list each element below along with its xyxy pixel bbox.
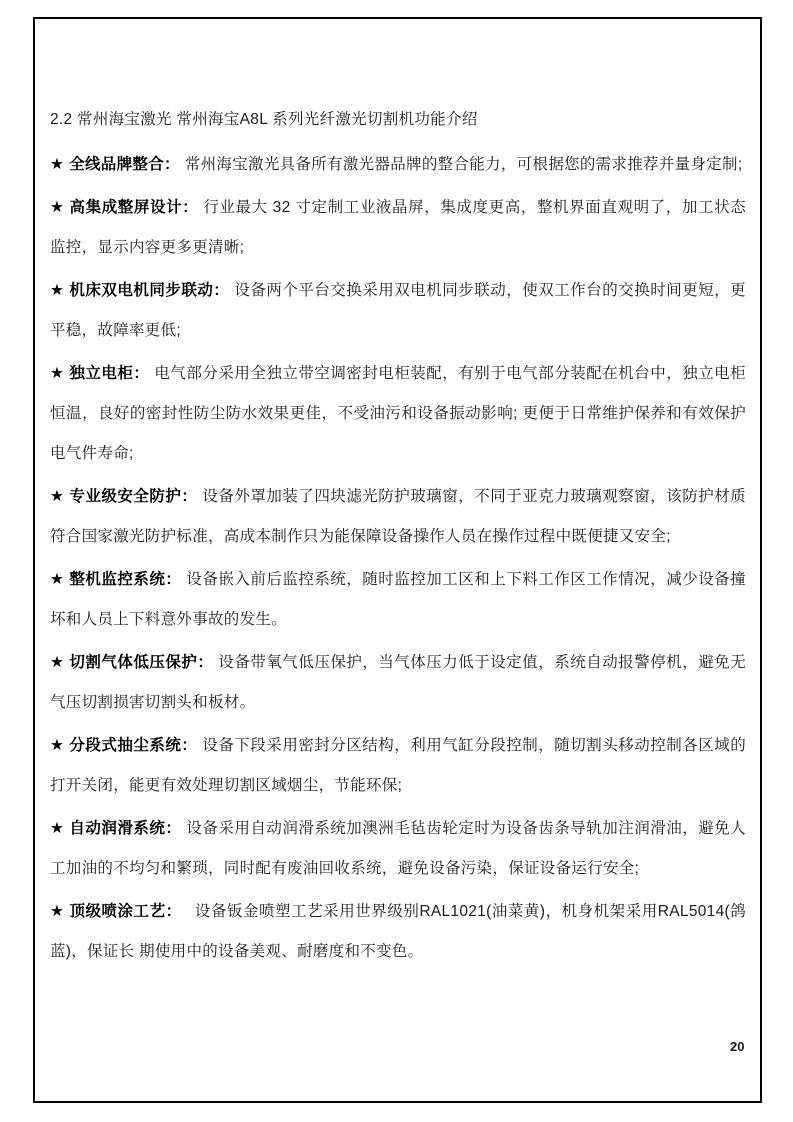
star-bullet-icon: ★: [50, 820, 65, 837]
feature-title: 整机监控系统：: [69, 571, 182, 588]
feature-body: 设备采用自动润滑系统加澳洲毛毡齿轮定时为设备齿条导轨加注润滑油，避免人工加油的不均匀和繁琐，同时配有废油回收系统，避免设备污染，保证设备运行安全;: [50, 820, 746, 877]
star-bullet-icon: ★: [50, 488, 65, 505]
star-bullet-icon: ★: [50, 156, 65, 173]
feature-title: 全线品牌整合：: [69, 156, 180, 173]
page-content: [50, 100, 746, 975]
star-bullet-icon: ★: [50, 571, 65, 588]
feature-item-sectional-dust-extraction: [50, 726, 746, 806]
feature-item-independent-cabinet: [50, 354, 746, 474]
feature-body: 设备钣金喷塑工艺采用世界级别RAL1021(油菜黄)，机身机架采用RAL5014(鸽蓝)，保证长 期使用中的设备美观、耐磨度和不变色。: [50, 903, 747, 960]
page-number: 20: [730, 1039, 745, 1054]
star-bullet-icon: ★: [50, 199, 65, 216]
star-bullet-icon: ★: [50, 737, 65, 754]
feature-title: 机床双电机同步联动：: [69, 282, 230, 299]
feature-title: 分段式抽尘系统：: [69, 737, 198, 754]
star-bullet-icon: ★: [50, 654, 65, 671]
feature-body: 设备两个平台交换采用双电机同步联动，使双工作台的交换时间更短，更平稳，故障率更低;: [50, 282, 746, 339]
feature-body: 电气部分采用全独立带空调密封电柜装配，有别于电气部分装配在机台中，独立电柜恒温，良好的密封性防尘防水效果更佳，不受油污和设备振动影响; 更便于日常维护保养和有效保护电气件寿命;: [50, 365, 746, 462]
star-bullet-icon: ★: [50, 903, 65, 920]
feature-item-coating-process: [50, 892, 746, 972]
feature-title: 顶级喷涂工艺：: [69, 903, 174, 920]
feature-item-gas-low-pressure-protection: [50, 643, 746, 723]
feature-title: 高集成整屏设计：: [69, 199, 199, 216]
feature-title: 自动润滑系统：: [69, 820, 182, 837]
feature-body: 设备下段采用密封分区结构，利用气缸分段控制，随切割头移动控制各区域的打开关闭，能更有效处理切割区域烟尘，节能环保;: [50, 737, 746, 794]
feature-item-integrated-screen: [50, 188, 746, 268]
star-bullet-icon: ★: [50, 282, 65, 299]
feature-body: 行业最大 32 寸定制工业液晶屏，集成度更高，整机界面直观明了，加工状态监控，显示内容更多更清晰;: [50, 199, 746, 256]
feature-title: 独立电柜：: [69, 365, 150, 382]
feature-body: 设备嵌入前后监控系统，随时监控加工区和上下料工作区工作情况，减少设备撞坏和人员上下料意外事故的发生。: [50, 571, 746, 628]
feature-item-brand-integration: [50, 145, 746, 185]
feature-body: 设备外罩加装了四块滤光防护玻璃窗，不同于亚克力玻璃观察窗，该防护材质符合国家激光防护标准，高成本制作只为能保障设备操作人员在操作过程中既便捷又安全;: [50, 488, 746, 545]
feature-item-auto-lubrication: [50, 809, 746, 889]
feature-item-dual-motor-sync: [50, 271, 746, 351]
star-bullet-icon: ★: [50, 365, 65, 382]
feature-body: 常州海宝激光具备所有激光器品牌的整合能力，可根据您的需求推荐并量身定制;: [184, 156, 743, 173]
feature-body: 设备带氧气低压保护，当气体压力低于设定值，系统自动报警停机，避免无气压切割损害切割头和板材。: [50, 654, 746, 711]
feature-item-monitoring-system: [50, 560, 746, 640]
feature-title: 专业级安全防护：: [69, 488, 198, 505]
feature-title: 切割气体低压保护：: [69, 654, 214, 671]
section-heading: 2.2 常州海宝激光 常州海宝A8L 系列光纤激光切割机功能介绍: [50, 111, 478, 128]
feature-item-safety-protection: [50, 477, 746, 557]
